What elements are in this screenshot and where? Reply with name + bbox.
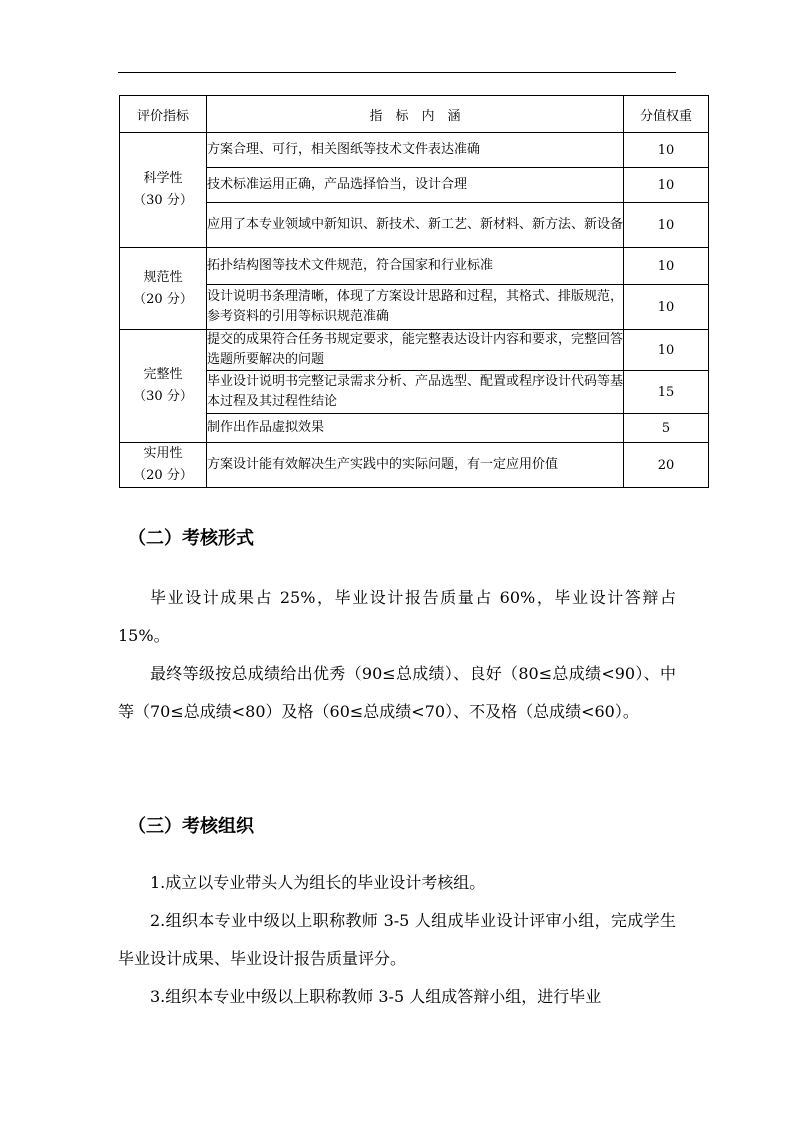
index-weight: 10 (624, 285, 709, 330)
index-weight: 20 (624, 443, 709, 488)
paragraph: 1.成立以专业带头人为组长的毕业设计考核组。 (150, 873, 486, 892)
table-row (120, 285, 709, 330)
category-name: 科学性 (143, 171, 183, 186)
index-content: 技术标准运用正确，产品选择恰当，设计合理 (207, 168, 624, 203)
table-row (120, 203, 709, 248)
table-row (120, 168, 709, 203)
category-cell (120, 330, 207, 443)
table-row (120, 371, 709, 414)
index-content: 制作出作品虚拟效果 (207, 414, 624, 443)
table-row (120, 414, 709, 443)
category-name: 完整性 (143, 367, 183, 382)
index-weight: 15 (624, 371, 709, 414)
index-content: 方案设计能有效解决生产实践中的实际问题，有一定应用价值 (207, 443, 624, 488)
header-index-content: 指 标 内 涵 (207, 96, 624, 133)
category-name: 实用性 (143, 446, 183, 461)
index-content: 方案合理、可行，相关图纸等技术文件表达准确 (207, 133, 624, 168)
evaluation-table (119, 95, 709, 488)
category-cell (120, 133, 207, 248)
table-header-row (120, 96, 709, 133)
paragraph: 3.组织本专业中级以上职称教师 3-5 人组成答辩小组，进行毕业 (150, 987, 602, 1006)
assessment-form-body (118, 579, 676, 731)
table-row (120, 133, 709, 168)
index-content: 提交的成果符合任务书规定要求，能完整表达设计内容和要求，完整回答选题所要解决的问题 (207, 330, 624, 371)
section-heading-assessment-form: （二）考核形式 (128, 528, 254, 549)
index-weight: 10 (624, 203, 709, 248)
paragraph: 最终等级按总成绩给出优秀（90≤总成绩）、良好（80≤总成绩<90）、中等（70≤总成绩<80）及格（60≤总成绩<70）、不及格（总成绩<60）。 (118, 664, 676, 721)
table-row (120, 330, 709, 371)
category-score: （30 分） (133, 193, 193, 208)
section-heading-assessment-organization: （三）考核组织 (128, 816, 254, 837)
index-weight: 10 (624, 248, 709, 285)
index-content: 毕业设计说明书完整记录需求分析、产品选型、配置或程序设计代码等基本过程及其过程性结论 (207, 371, 624, 414)
category-score: （20 分） (133, 468, 193, 483)
paragraph: 毕业设计成果占 25%，毕业设计报告质量占 60%，毕业设计答辩占 15%。 (118, 588, 676, 645)
category-score: （30 分） (133, 389, 193, 404)
index-weight: 10 (624, 330, 709, 371)
index-content: 应用了本专业领域中新知识、新技术、新工艺、新材料、新方法、新设备 (207, 203, 624, 248)
index-content: 设计说明书条理清晰，体现了方案设计思路和过程，其格式、排版规范，参考资料的引用等标识规范准确 (207, 285, 624, 330)
table-row (120, 248, 709, 285)
category-score: （20 分） (133, 291, 193, 307)
header-eval-index: 评价指标 (120, 96, 207, 133)
index-content: 拓扑结构图等技术文件规范，符合国家和行业标准 (207, 248, 624, 285)
paragraph: 2.组织本专业中级以上职称教师 3-5 人组成毕业设计评审小组，完成学生毕业设计成果、毕业设计报告质量评分。 (118, 911, 676, 968)
index-weight: 10 (624, 133, 709, 168)
category-cell (120, 248, 207, 330)
assessment-organization-body (118, 864, 676, 1016)
category-name: 规范性 (143, 269, 183, 285)
index-weight: 5 (624, 414, 709, 443)
category-cell (120, 443, 207, 488)
index-weight: 10 (624, 168, 709, 203)
table-row (120, 443, 709, 488)
header-rule (118, 72, 676, 73)
header-weight: 分值权重 (624, 96, 709, 133)
